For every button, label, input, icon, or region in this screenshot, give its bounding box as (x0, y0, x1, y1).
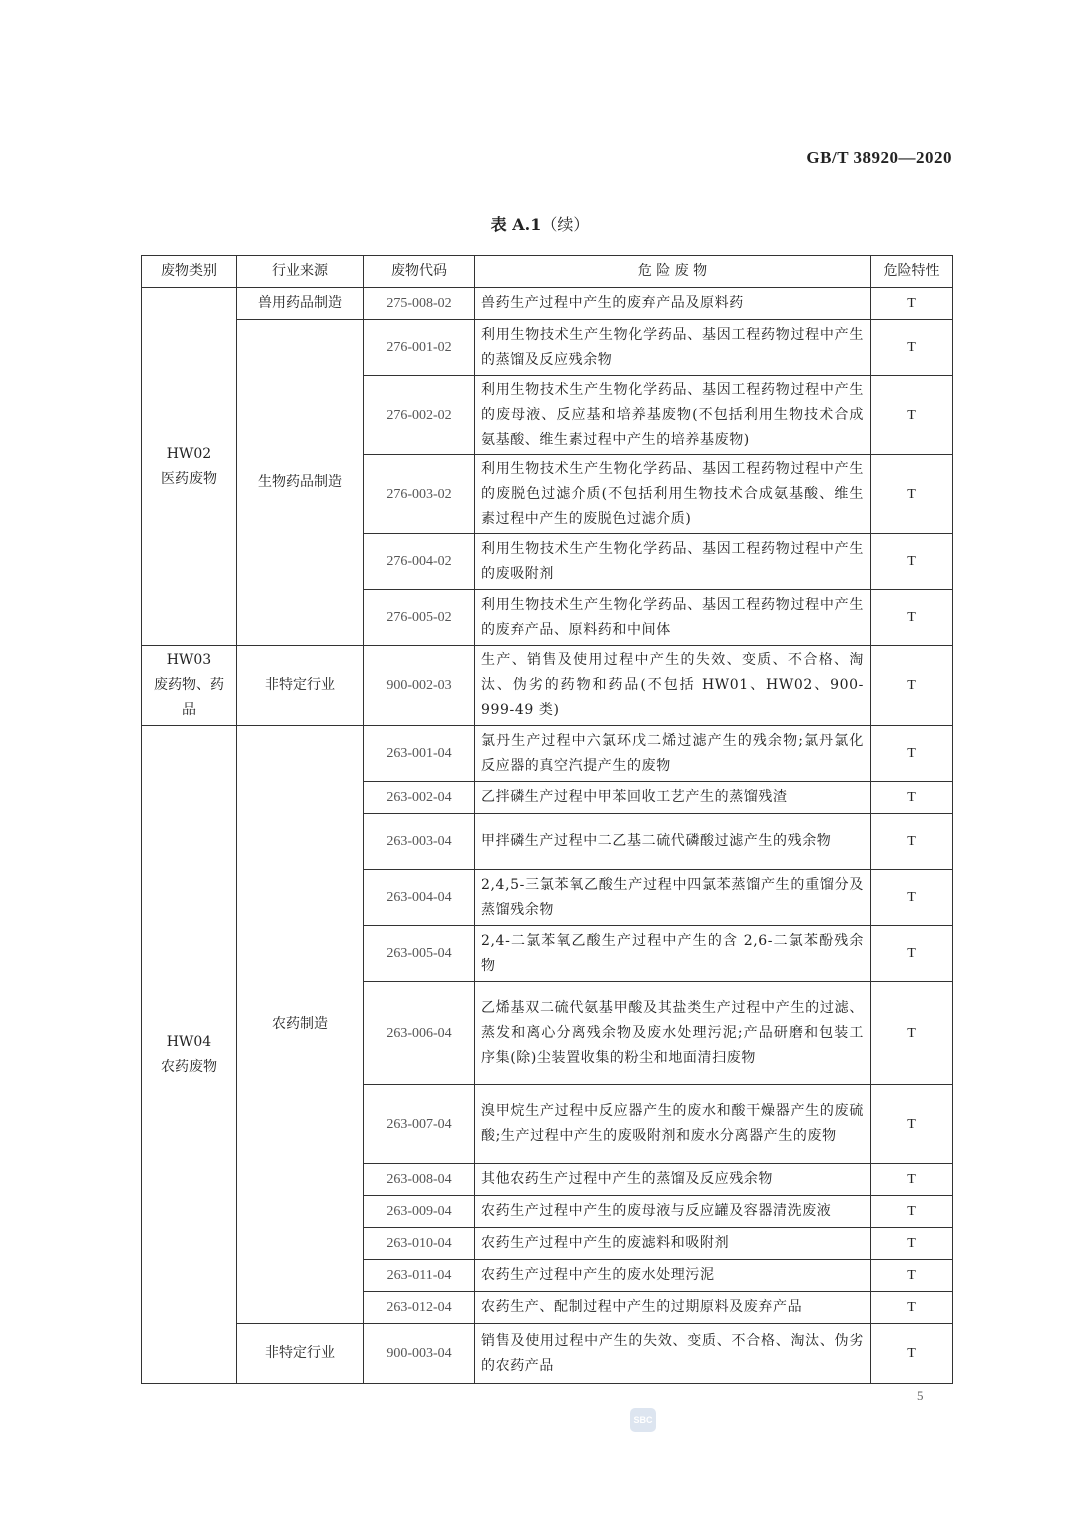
table-title (0, 212, 1080, 235)
hazard-characteristic: T (871, 376, 953, 455)
hazard-characteristic: T (871, 1228, 953, 1260)
hazard-characteristic: T (871, 320, 953, 376)
column-header-source: 行业来源 (237, 256, 364, 288)
waste-code: 276-004-02 (364, 534, 475, 590)
waste-code: 263-009-04 (364, 1196, 475, 1228)
source-cell: 生物药品制造 (237, 320, 364, 646)
column-header-waste: 危 险 废 物 (475, 256, 871, 288)
waste-description: 利用生物技术生产生物化学药品、基因工程药物过程中产生的废吸附剂 (475, 534, 871, 590)
watermark-logo: SBC (630, 1408, 656, 1432)
category-cell-hw03 (142, 646, 237, 726)
hazard-characteristic: T (871, 782, 953, 814)
table-suffix: （续） (541, 215, 590, 234)
hazard-characteristic: T (871, 534, 953, 590)
waste-description: 氯丹生产过程中六氯环戊二烯过滤产生的残余物;氯丹氯化反应器的真空汽提产生的废物 (475, 726, 871, 782)
waste-description: 生产、销售及使用过程中产生的失效、变质、不合格、淘汰、伪劣的药物和药品(不包括 HW01、HW02、900-999-49 类) (475, 646, 871, 726)
category-name: 医药废物 (161, 470, 217, 487)
waste-code: 900-002-03 (364, 646, 475, 726)
waste-description: 乙烯基双二硫代氨基甲酸及其盐类生产过程中产生的过滤、蒸发和离心分离残余物及废水处理污泥;产品研磨和包装工序集(除)尘装置收集的粉尘和地面清扫废物 (475, 982, 871, 1085)
hazard-characteristic: T (871, 726, 953, 782)
category-code: HW02 (166, 445, 212, 462)
standard-code: GB/T 38920—2020 (806, 148, 952, 167)
category-code: HW03 (166, 652, 212, 668)
hazard-characteristic: T (871, 982, 953, 1085)
column-header-code: 废物代码 (364, 256, 475, 288)
table-row (142, 726, 953, 782)
category-cell-hw02 (142, 288, 237, 646)
category-name: 废药物、药品 (154, 677, 224, 718)
waste-code: 263-002-04 (364, 782, 475, 814)
hazard-characteristic: T (871, 814, 953, 870)
waste-description: 利用生物技术生产生物化学药品、基因工程药物过程中产生的废母液、反应基和培养基废物(不包括利用生物技术合成氨基酸、维生素过程中产生的培养基废物) (475, 376, 871, 455)
waste-description: 溴甲烷生产过程中反应器产生的废水和酸干燥器产生的废硫酸;生产过程中产生的废吸附剂和废水分离器产生的废物 (475, 1085, 871, 1164)
hazard-characteristic: T (871, 1324, 953, 1384)
waste-description: 销售及使用过程中产生的失效、变质、不合格、淘汰、伪劣的农药产品 (475, 1324, 871, 1384)
waste-description: 农药生产过程中产生的废水处理污泥 (475, 1260, 871, 1292)
waste-code: 276-001-02 (364, 320, 475, 376)
waste-code: 263-001-04 (364, 726, 475, 782)
waste-description: 其他农药生产过程中产生的蒸馏及反应残余物 (475, 1164, 871, 1196)
waste-description: 利用生物技术生产生物化学药品、基因工程药物过程中产生的废弃产品、原料药和中间体 (475, 590, 871, 646)
waste-description: 2,4,5-三氯苯氧乙酸生产过程中四氯苯蒸馏产生的重馏分及蒸馏残余物 (475, 870, 871, 926)
waste-description: 2,4-二氯苯氧乙酸生产过程中产生的含 2,6-二氯苯酚残余物 (475, 926, 871, 982)
waste-code: 263-003-04 (364, 814, 475, 870)
page-number: 5 (917, 1388, 924, 1403)
hazard-characteristic: T (871, 646, 953, 726)
category-cell-hw04 (142, 726, 237, 1384)
waste-code: 263-011-04 (364, 1260, 475, 1292)
waste-code: 263-005-04 (364, 926, 475, 982)
waste-description: 农药生产、配制过程中产生的过期原料及废弃产品 (475, 1292, 871, 1324)
category-code: HW04 (166, 1033, 212, 1050)
column-header-category: 废物类别 (142, 256, 237, 288)
waste-code: 276-005-02 (364, 590, 475, 646)
column-header-hazard: 危险特性 (871, 256, 953, 288)
source-cell: 非特定行业 (237, 1324, 364, 1384)
hazard-characteristic: T (871, 1292, 953, 1324)
hazard-characteristic: T (871, 1085, 953, 1164)
waste-code: 263-010-04 (364, 1228, 475, 1260)
hazardous-waste-table (141, 255, 953, 1384)
category-name: 农药废物 (161, 1058, 217, 1075)
waste-description: 兽药生产过程中产生的废弃产品及原料药 (475, 288, 871, 320)
table-row (142, 1324, 953, 1384)
hazard-characteristic: T (871, 1196, 953, 1228)
waste-code: 276-002-02 (364, 376, 475, 455)
waste-code: 275-008-02 (364, 288, 475, 320)
waste-code: 263-004-04 (364, 870, 475, 926)
hazard-characteristic: T (871, 870, 953, 926)
table-row (142, 320, 953, 376)
waste-code: 263-008-04 (364, 1164, 475, 1196)
hazard-characteristic: T (871, 1164, 953, 1196)
hazard-characteristic: T (871, 455, 953, 534)
waste-code: 263-007-04 (364, 1085, 475, 1164)
table-label: 表 A.1 (490, 215, 542, 234)
waste-code: 276-003-02 (364, 455, 475, 534)
table-row (142, 288, 953, 320)
source-cell: 兽用药品制造 (237, 288, 364, 320)
waste-description: 农药生产过程中产生的废母液与反应罐及容器清洗废液 (475, 1196, 871, 1228)
waste-description: 农药生产过程中产生的废滤料和吸附剂 (475, 1228, 871, 1260)
table-header-row (142, 256, 953, 288)
waste-description: 利用生物技术生产生物化学药品、基因工程药物过程中产生的蒸馏及反应残余物 (475, 320, 871, 376)
hazard-characteristic: T (871, 590, 953, 646)
hazard-characteristic: T (871, 288, 953, 320)
waste-description: 甲拌磷生产过程中二乙基二硫代磷酸过滤产生的残余物 (475, 814, 871, 870)
hazard-characteristic: T (871, 926, 953, 982)
source-cell: 农药制造 (237, 726, 364, 1324)
waste-code: 900-003-04 (364, 1324, 475, 1384)
table-row (142, 646, 953, 726)
waste-description: 利用生物技术生产生物化学药品、基因工程药物过程中产生的废脱色过滤介质(不包括利用生物技术合成氨基酸、维生素过程中产生的废脱色过滤介质) (475, 455, 871, 534)
waste-code: 263-012-04 (364, 1292, 475, 1324)
waste-description: 乙拌磷生产过程中甲苯回收工艺产生的蒸馏残渣 (475, 782, 871, 814)
waste-code: 263-006-04 (364, 982, 475, 1085)
source-cell: 非特定行业 (237, 646, 364, 726)
hazard-characteristic: T (871, 1260, 953, 1292)
